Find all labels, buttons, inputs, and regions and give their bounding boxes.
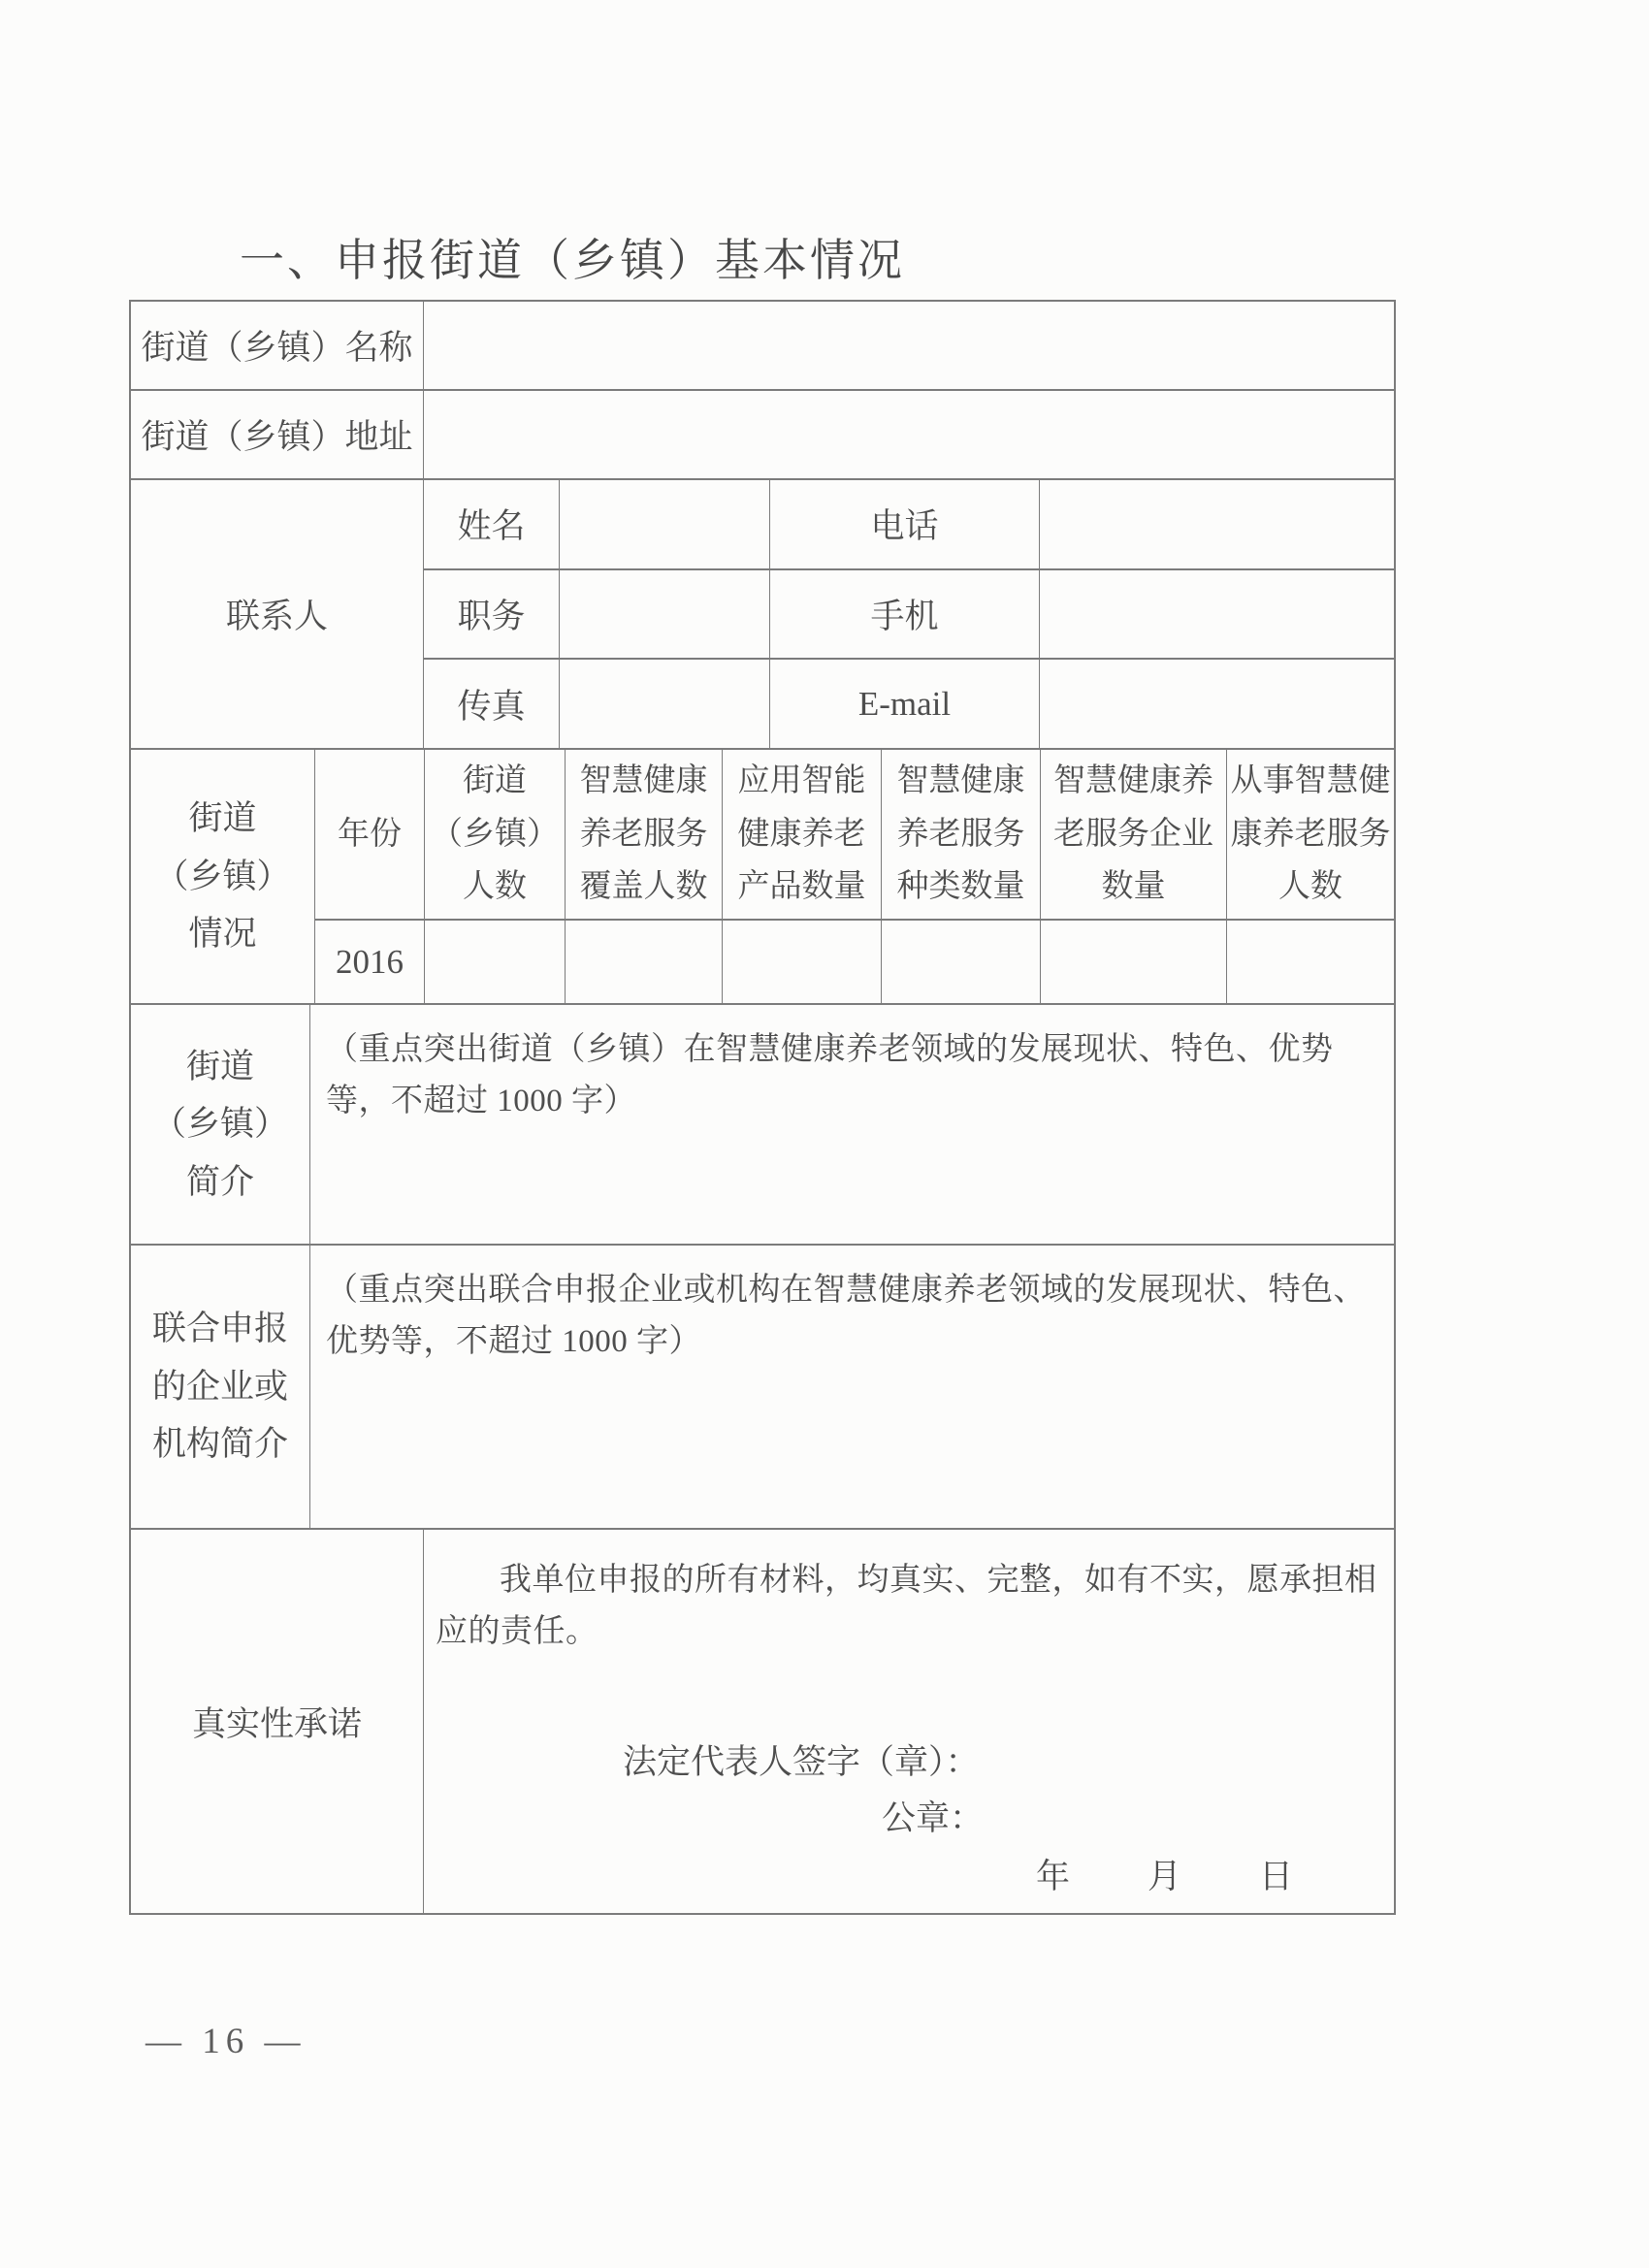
hdr-line: 应用智能 xyxy=(737,763,866,799)
stats-data-row-2016 xyxy=(315,919,1394,1003)
street-stats-label-line: （乡镇） xyxy=(154,857,291,895)
hdr-line: 人数 xyxy=(463,869,527,905)
joint-intro-label-line: 机构简介 xyxy=(151,1425,288,1464)
stats-header-coverage xyxy=(566,750,723,919)
hdr-line: 种类数量 xyxy=(896,869,1025,905)
row-street-intro xyxy=(131,1003,1394,1244)
date-day-label: 日 xyxy=(1259,1857,1294,1895)
legal-representative-sign-label: 法定代表人签字（章）： xyxy=(623,1742,980,1781)
contact-position-value-cell xyxy=(560,570,770,659)
contact-email-label: E-mail xyxy=(770,660,1040,748)
hdr-line: 覆盖人数 xyxy=(579,869,708,905)
stats-header-population xyxy=(425,750,566,919)
stats-value-cell xyxy=(425,921,566,1003)
hdr-line: 养老服务 xyxy=(896,816,1025,852)
stats-header-service-types xyxy=(882,750,1041,919)
contact-phone-value-cell xyxy=(1040,480,1394,568)
stats-header-employees xyxy=(1227,750,1394,919)
hdr-line: 产品数量 xyxy=(737,869,866,905)
stats-year-cell: 2016 xyxy=(315,921,425,1003)
stats-value-cell xyxy=(723,921,882,1003)
contact-row-1 xyxy=(424,480,1394,568)
hdr-line: 智慧健康 xyxy=(896,763,1025,799)
street-intro-label-line: 街道 xyxy=(185,1047,254,1085)
stats-value-cell xyxy=(1227,921,1394,1003)
stats-header-year: 年份 xyxy=(315,750,425,919)
application-form-table xyxy=(129,300,1396,1915)
date-month-label: 月 xyxy=(1148,1857,1182,1895)
contact-fax-label: 传真 xyxy=(424,660,560,748)
joint-intro-note-cell: （重点突出联合申报企业或机构在智慧健康养老领域的发展现状、特色、优势等，不超过 1000 字） xyxy=(326,1273,1366,1360)
hdr-line: 智慧健康 xyxy=(579,763,708,799)
street-name-value-cell xyxy=(424,302,1394,389)
joint-intro-label-line: 的企业或 xyxy=(151,1367,288,1406)
contact-row-2 xyxy=(424,568,1394,659)
hdr-line: 智慧健康养 xyxy=(1053,763,1213,799)
contact-position-label: 职务 xyxy=(424,570,560,659)
contact-mobile-label: 手机 xyxy=(770,570,1040,659)
joint-intro-label xyxy=(131,1246,310,1528)
hdr-line: 健康养老 xyxy=(737,816,866,852)
stats-value-cell xyxy=(1041,921,1227,1003)
contact-grid xyxy=(424,480,1394,748)
street-intro-label-line: 简介 xyxy=(185,1162,254,1201)
stats-header-products xyxy=(723,750,882,919)
hdr-line: 养老服务 xyxy=(579,816,708,852)
hdr-line: 数量 xyxy=(1101,869,1166,905)
official-seal-label: 公章： xyxy=(882,1798,985,1837)
street-stats-label-line: 情况 xyxy=(188,915,257,954)
hdr-line: 康养老服务 xyxy=(1230,816,1391,852)
page-number: — 16 — xyxy=(146,2022,307,2061)
stats-grid xyxy=(315,750,1394,1003)
stats-value-cell xyxy=(566,921,723,1003)
stats-header-row xyxy=(315,750,1394,919)
contact-name-label: 姓名 xyxy=(424,480,560,568)
contact-phone-label: 电话 xyxy=(770,480,1040,568)
row-pledge xyxy=(131,1528,1394,1913)
street-intro-note-cell: （重点突出街道（乡镇）在智慧健康养老领域的发展现状、特色、优势等，不超过 1000 字） xyxy=(326,1032,1334,1119)
date-year-label: 年 xyxy=(1036,1857,1071,1895)
hdr-line: 老服务企业 xyxy=(1053,816,1213,852)
street-name-label: 街道（乡镇）名称 xyxy=(131,302,424,389)
contact-name-value-cell xyxy=(560,480,770,568)
row-street-address xyxy=(131,389,1394,478)
joint-intro-label-line: 联合申报 xyxy=(151,1310,288,1348)
row-joint-intro xyxy=(131,1244,1394,1528)
pledge-body-text: 我单位申报的所有材料，均真实、完整，如有不实，愿承担相应的责任。 xyxy=(436,1563,1377,1649)
street-intro-label-line: （乡镇） xyxy=(151,1105,288,1144)
row-street-stats xyxy=(131,748,1394,1003)
page-title: 一、申报街道（乡镇）基本情况 xyxy=(240,236,905,285)
street-address-label: 街道（乡镇）地址 xyxy=(131,391,424,478)
hdr-line: 街道 xyxy=(463,763,527,799)
contact-mobile-value-cell xyxy=(1040,570,1394,659)
stats-value-cell xyxy=(882,921,1041,1003)
street-address-value-cell xyxy=(424,391,1394,478)
street-intro-label xyxy=(131,1005,310,1244)
street-stats-label xyxy=(131,750,315,1003)
contact-label: 联系人 xyxy=(131,480,424,748)
row-contact xyxy=(131,478,1394,748)
contact-row-3 xyxy=(424,658,1394,748)
row-street-name xyxy=(131,302,1394,389)
street-stats-label-line: 街道 xyxy=(188,799,257,838)
pledge-label: 真实性承诺 xyxy=(131,1530,424,1913)
hdr-line: 从事智慧健 xyxy=(1230,763,1391,799)
hdr-line: 人数 xyxy=(1278,869,1342,905)
stats-header-enterprises xyxy=(1041,750,1227,919)
contact-fax-value-cell xyxy=(560,660,770,748)
pledge-content-cell xyxy=(424,1530,1394,1913)
hdr-line: （乡镇） xyxy=(431,816,559,852)
contact-email-value-cell xyxy=(1040,660,1394,748)
date-line xyxy=(1036,1850,1293,1898)
